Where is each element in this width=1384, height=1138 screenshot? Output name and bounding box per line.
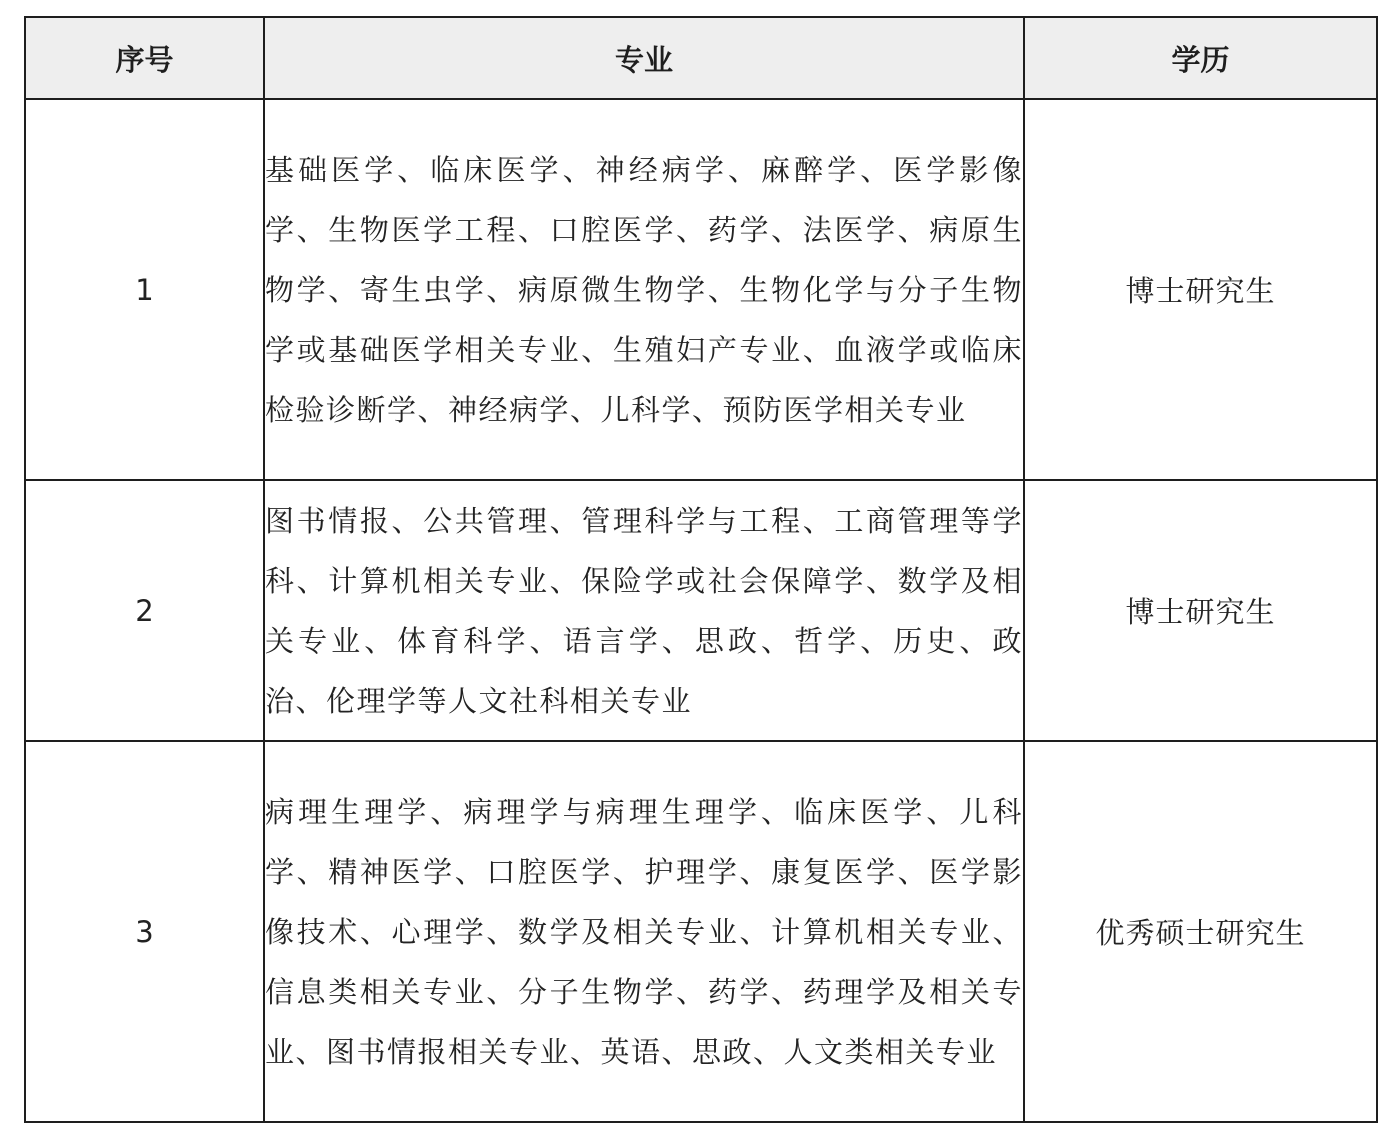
header-index: 序号	[25, 17, 264, 99]
row-index: 3	[25, 741, 264, 1122]
row-index: 1	[25, 99, 264, 480]
header-degree: 学历	[1024, 17, 1377, 99]
row-degree: 博士研究生	[1024, 480, 1377, 741]
row-index: 2	[25, 480, 264, 741]
majors-table	[24, 16, 1378, 1123]
table-row	[25, 480, 1377, 741]
row-degree: 优秀硕士研究生	[1024, 741, 1377, 1122]
header-major: 专业	[264, 17, 1024, 99]
table-row	[25, 741, 1377, 1122]
row-degree: 博士研究生	[1024, 99, 1377, 480]
header-row	[25, 17, 1377, 99]
row-major: 病理生理学、病理学与病理生理学、临床医学、儿科学、精神医学、口腔医学、护理学、康复医学、医学影像技术、心理学、数学及相关专业、计算机相关专业、信息类相关专业、分子生物学、药学、药理学及相关专业、图书情报相关专业、英语、思政、人文类相关专业	[264, 741, 1024, 1122]
table-row	[25, 99, 1377, 480]
row-major: 图书情报、公共管理、管理科学与工程、工商管理等学科、计算机相关专业、保险学或社会保障学、数学及相关专业、体育科学、语言学、思政、哲学、历史、政治、伦理学等人文社科相关专业	[264, 480, 1024, 741]
row-major: 基础医学、临床医学、神经病学、麻醉学、医学影像学、生物医学工程、口腔医学、药学、法医学、病原生物学、寄生虫学、病原微生物学、生物化学与分子生物学或基础医学相关专业、生殖妇产专业、血液学或临床检验诊断学、神经病学、儿科学、预防医学相关专业	[264, 99, 1024, 480]
